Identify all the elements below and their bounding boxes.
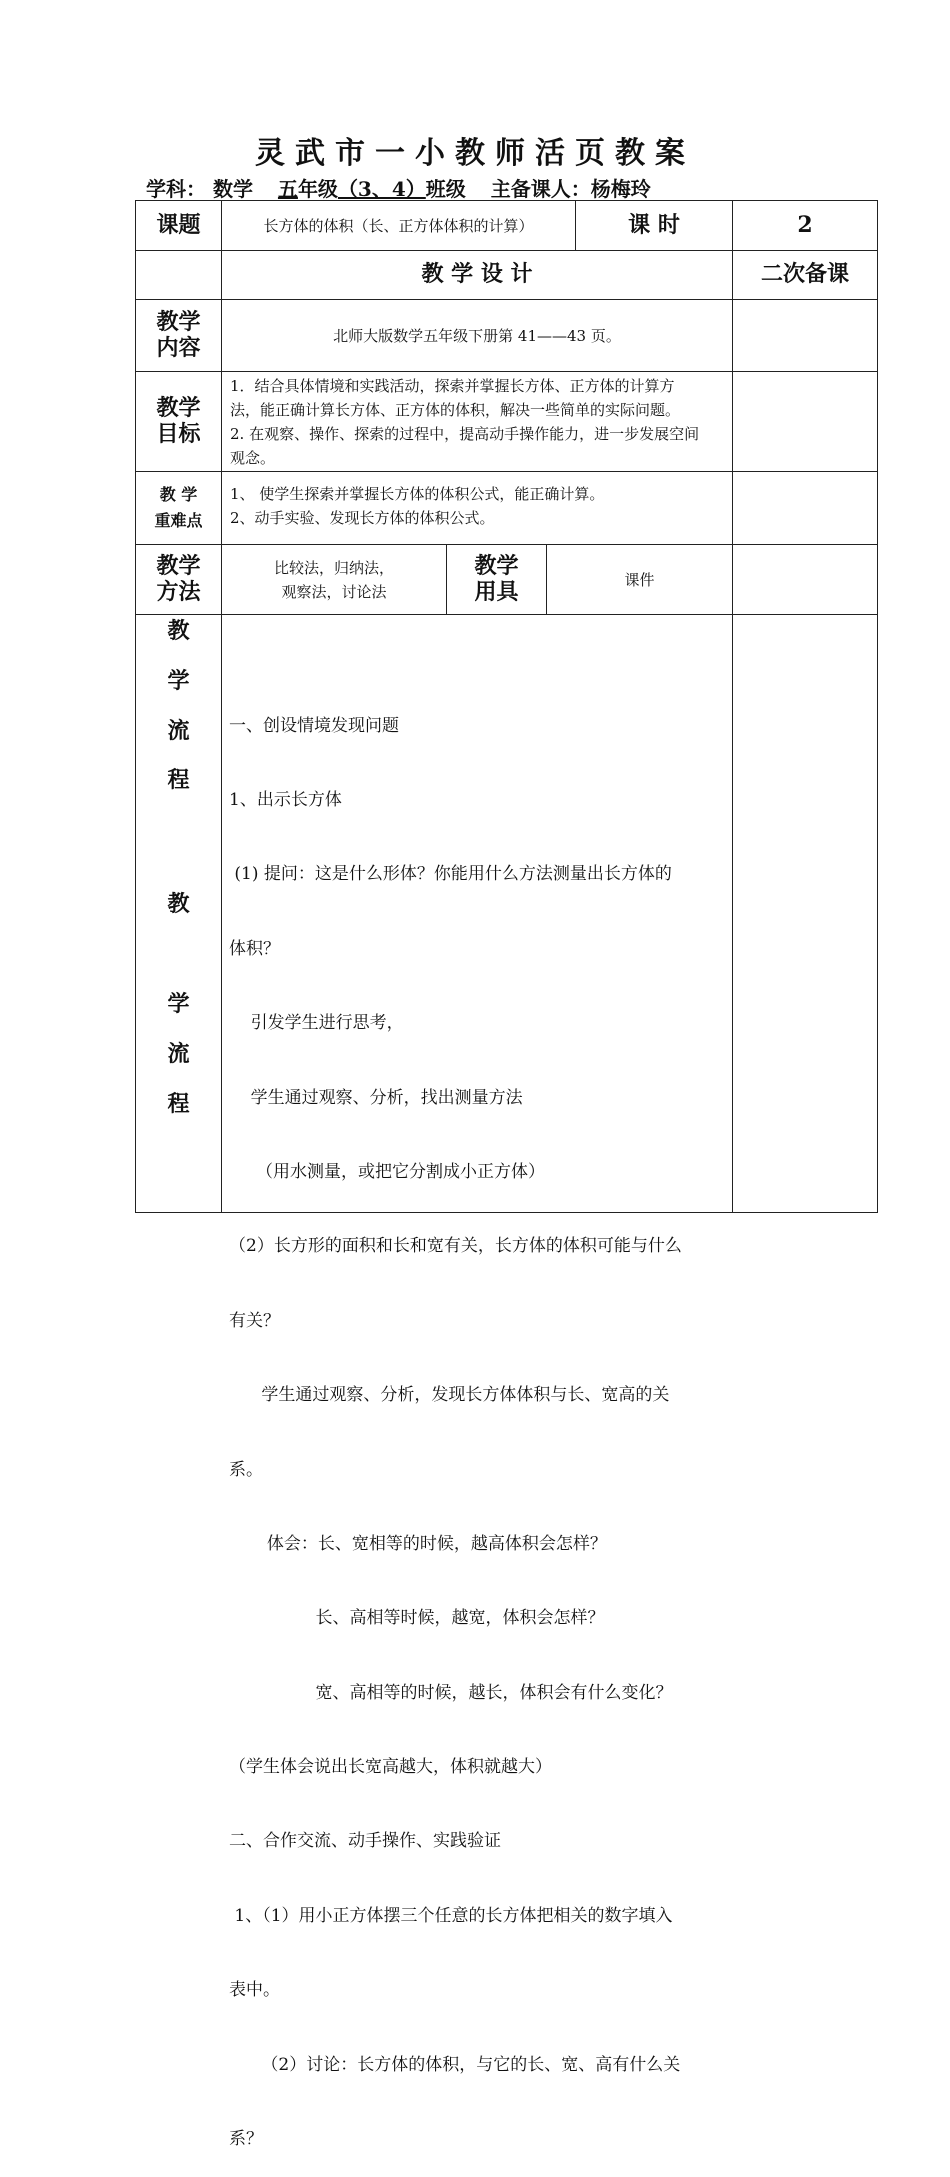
topic-value: 长方体的体积（长、正方体体积的计算） — [221, 200, 576, 251]
tools-label-line2: 用具 — [474, 578, 519, 605]
goals-value — [221, 371, 733, 472]
flow-line: 二、合作交流、动手操作、实践验证 — [229, 1831, 501, 1852]
goals-label-line2: 目标 — [156, 420, 201, 447]
flow-line: 1、（1）用小正方体摆三个任意的长方体把相关的数字填入 — [229, 1905, 673, 1926]
content-label-line2: 内容 — [156, 334, 201, 361]
design-blank-cell — [135, 250, 222, 300]
goal-line: 1．结合具体情境和实践活动，探索并掌握长方体、正方体的计算方 — [230, 377, 675, 395]
method-line1: 比较法，归纳法， — [273, 558, 394, 577]
flow-label-char: 学 — [167, 668, 190, 694]
flow-line: （学生体会说出长宽高越大，体积就越大） — [229, 1757, 552, 1778]
flow-line: （2）讨论：长方体的体积，与它的长、宽、高有什么关 — [229, 2054, 681, 2075]
class-label: 班级 — [425, 177, 466, 201]
flow-line: （2）长方形的面积和长和宽有关，长方体的体积可能与什么 — [229, 1236, 682, 1257]
method-second-prep-cell — [732, 544, 878, 615]
flow-label-char: 教 — [167, 618, 190, 644]
flow-label-char: 程 — [167, 767, 190, 793]
flow-second-prep-cell — [732, 614, 878, 1213]
design-label: 教 学 设 计 — [221, 250, 733, 300]
flow-line: 长、高相等时候，越宽，体积会怎样？ — [229, 1608, 605, 1629]
grade-label: 年级 — [297, 177, 338, 201]
key-points-value — [221, 471, 733, 545]
flow-line: 体会：长、宽相等的时候，越高体积会怎样？ — [229, 1533, 607, 1554]
flow-line: （用水测量，或把它分割成小正方体） — [229, 1161, 546, 1182]
flow-line: 有关？ — [229, 1310, 280, 1331]
flow-line: 1、出示长方体 — [229, 789, 342, 810]
key-points-label — [135, 471, 222, 545]
flow-line: 学生通过观察、分析，发现长方体体积与长、宽高的关 — [229, 1385, 670, 1406]
content-label-line1: 教学 — [156, 309, 201, 336]
flow-line: 学生通过观察、分析，找出测量方法 — [229, 1087, 523, 1108]
flow-line: 表中。 — [229, 1980, 280, 2001]
method-label — [135, 544, 222, 615]
header-info — [146, 173, 669, 202]
flow-line: 一、创设情境发现问题 — [229, 715, 399, 736]
flow-line: 体积？ — [229, 938, 280, 959]
content-value: 北师大版数学五年级下册第 41——43 页。 — [221, 299, 733, 372]
content-second-prep-cell — [732, 299, 878, 372]
goals-label-line1: 教学 — [156, 395, 201, 422]
tools-label — [446, 544, 547, 615]
topic-label: 课题 — [135, 200, 222, 251]
flow-label-char: 流 — [167, 718, 190, 744]
goals-second-prep-cell — [732, 371, 878, 472]
grade-number: 五 — [277, 177, 298, 201]
hours-value: 2 — [732, 200, 878, 251]
flow-line: 系。 — [229, 1459, 263, 1480]
flow-label-char: 教 — [167, 891, 190, 917]
flow-label-char: 程 — [167, 1091, 190, 1117]
key-line: 2、动手实验、发现长方体的体积公式。 — [230, 509, 495, 527]
tools-label-line1: 教学 — [474, 553, 519, 580]
tools-value: 课件 — [546, 544, 733, 615]
goal-line: 观念。 — [230, 449, 276, 467]
key-label-line1: 教 学 — [159, 485, 198, 505]
subject-label: 学科： 数学 — [146, 177, 253, 201]
flow-line: 引发学生进行思考， — [229, 1013, 404, 1034]
grade-group — [278, 177, 484, 201]
goal-line: 2. 在观察、操作、探索的过程中，提高动手操作能力，进一步发展空间 — [230, 425, 700, 443]
second-prep-label: 二次备课 — [732, 250, 878, 300]
goal-line: 法，能正确计算长方体、正方体的体积，解决一些简单的实际问题。 — [230, 401, 681, 419]
flow-line: 宽、高相等的时候，越长，体积会有什么变化？ — [229, 1682, 673, 1703]
flow-line: (1) 提问：这是什么形体？你能用什么方法测量出长方体的 — [229, 864, 672, 885]
method-label-line2: 方法 — [156, 578, 201, 605]
content-label — [135, 299, 222, 372]
key-line: 1、 使学生探索并掌握长方体的体积公式，能正确计算。 — [230, 485, 605, 503]
key-second-prep-cell — [732, 471, 878, 545]
class-number: （3、4） — [337, 177, 426, 201]
flow-label-char: 学 — [167, 991, 190, 1017]
flow-label-char: 流 — [167, 1041, 190, 1067]
goals-label — [135, 371, 222, 472]
page-title: 灵武市一小教师活页教案 — [255, 136, 695, 171]
method-label-line1: 教学 — [156, 553, 201, 580]
flow-text — [229, 664, 725, 2177]
flow-line: 系？ — [229, 2129, 263, 2150]
method-line2: 观察法，讨论法 — [281, 582, 387, 601]
key-label-line2: 重难点 — [154, 511, 203, 530]
teacher-label: 主备课人：杨梅玲 — [490, 177, 651, 201]
method-value — [221, 544, 447, 615]
hours-label: 课 时 — [575, 200, 733, 251]
